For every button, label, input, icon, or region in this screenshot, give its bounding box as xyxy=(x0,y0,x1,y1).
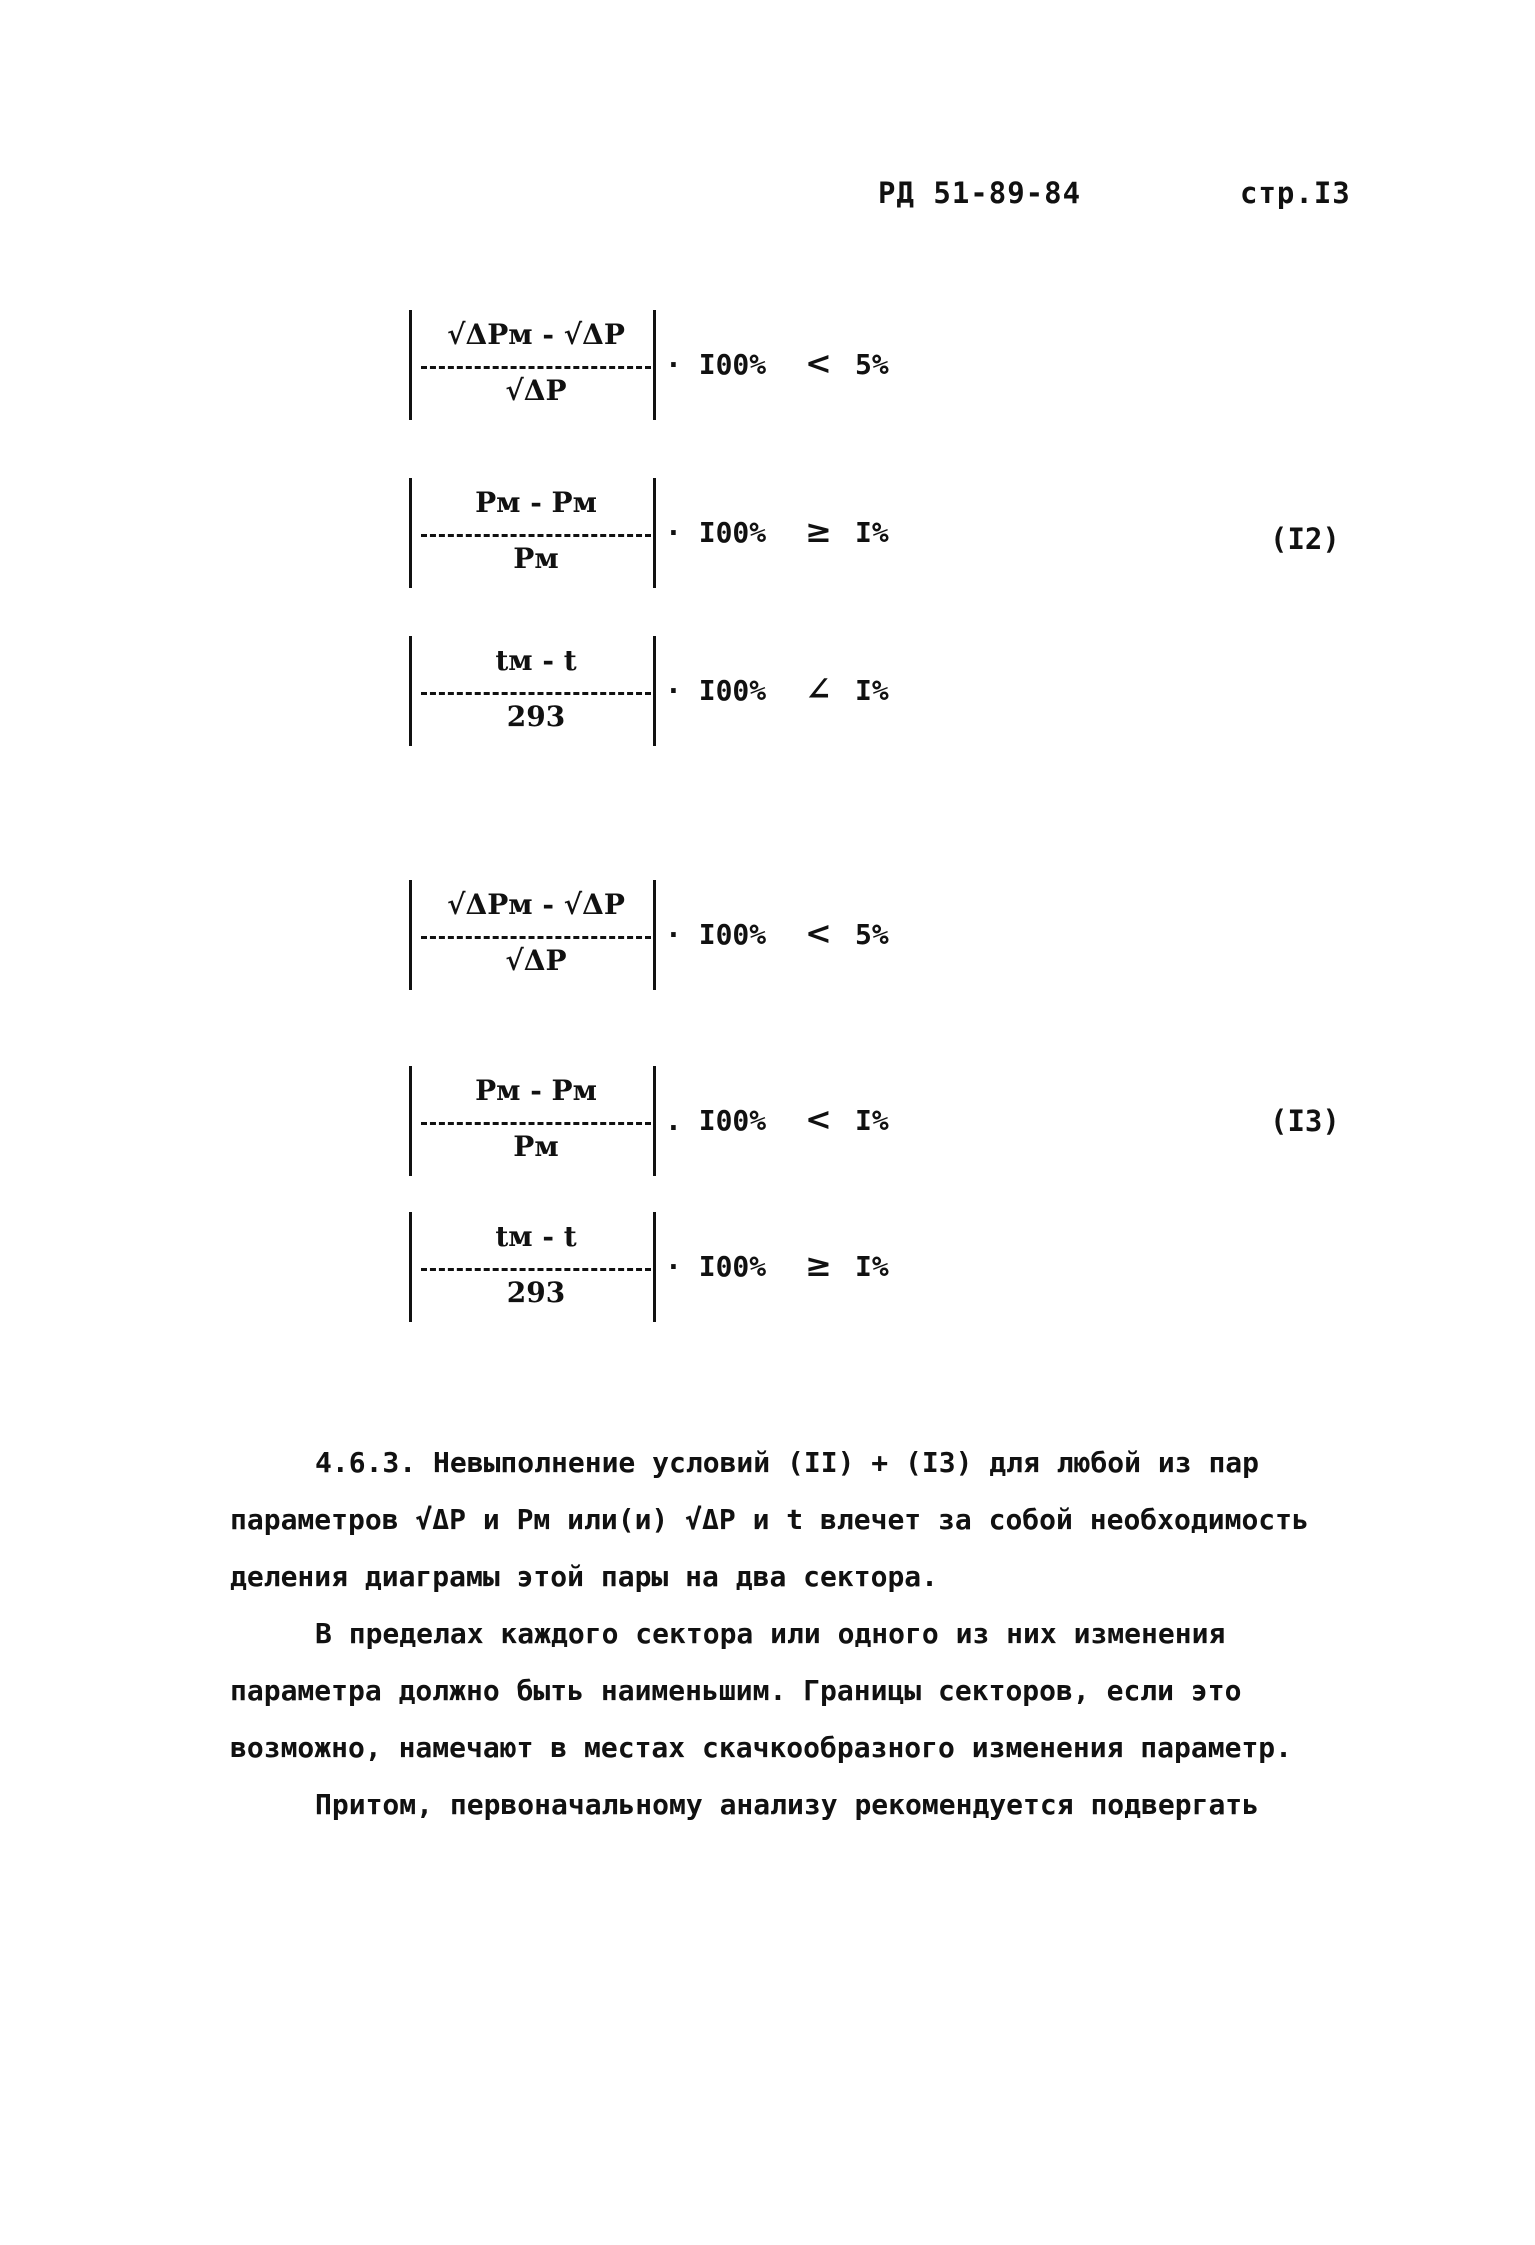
relation-sign: ∠ xyxy=(805,670,832,708)
numerator: √ΔPм - √ΔP xyxy=(447,318,625,351)
document-code: РД 51-89-84 xyxy=(878,176,1082,210)
denominator: 293 xyxy=(506,1276,566,1309)
denominator: 293 xyxy=(506,700,566,733)
paragraph-analysis: Притом, первоначальному анализу рекомендуется подвергать xyxy=(315,1788,1260,1821)
multiplier: . I00% xyxy=(665,1104,767,1137)
relation-sign: < xyxy=(805,1100,832,1138)
denominator: Pм xyxy=(513,1130,559,1163)
threshold: I% xyxy=(855,674,889,707)
numerator: tм - t xyxy=(495,1220,577,1253)
threshold: 5% xyxy=(855,348,889,381)
denominator: √ΔP xyxy=(505,944,567,977)
multiplier: · I00% xyxy=(665,918,767,951)
body-text xyxy=(230,1434,1350,1833)
inequality-row xyxy=(395,880,955,990)
multiplier: · I00% xyxy=(665,1250,767,1283)
numerator: Pм - Pм xyxy=(475,1074,597,1107)
relation-sign: ≥ xyxy=(805,512,832,550)
inequality-row xyxy=(395,1066,955,1176)
paragraph-4-6-3: 4.6.3. Невыполнение условий (II) + (I3) для любой из пар параметров √ΔP и Pм или(и) √ΔP и t влечет за собой необходимость деления диаграмы этой пары на два сектора. xyxy=(230,1446,1309,1593)
multiplier: · I00% xyxy=(665,348,767,381)
threshold: 5% xyxy=(855,918,889,951)
threshold: I% xyxy=(855,1104,889,1137)
relation-sign: < xyxy=(805,344,832,382)
relation-sign: ≥ xyxy=(805,1246,832,1284)
paragraph-sectors: В пределах каждого сектора или одного из них изменения параметра должно быть наименьшим. Границы секторов, если это возможно, намечают в местах скачкообразного изменения параметр. xyxy=(230,1617,1293,1764)
multiplier: · I00% xyxy=(665,674,767,707)
equation-number: (I3) xyxy=(1270,1104,1340,1138)
denominator: Pм xyxy=(513,542,559,575)
denominator: √ΔP xyxy=(505,374,567,407)
multiplier: · I00% xyxy=(665,516,767,549)
relation-sign: < xyxy=(805,914,832,952)
numerator: Pм - Pм xyxy=(475,486,597,519)
equation-number: (I2) xyxy=(1270,522,1340,556)
threshold: I% xyxy=(855,1250,889,1283)
threshold: I% xyxy=(855,516,889,549)
inequality-row xyxy=(395,1212,955,1322)
numerator: tм - t xyxy=(495,644,577,677)
numerator: √ΔPм - √ΔP xyxy=(447,888,625,921)
page-number: стр.I3 xyxy=(1240,176,1351,210)
